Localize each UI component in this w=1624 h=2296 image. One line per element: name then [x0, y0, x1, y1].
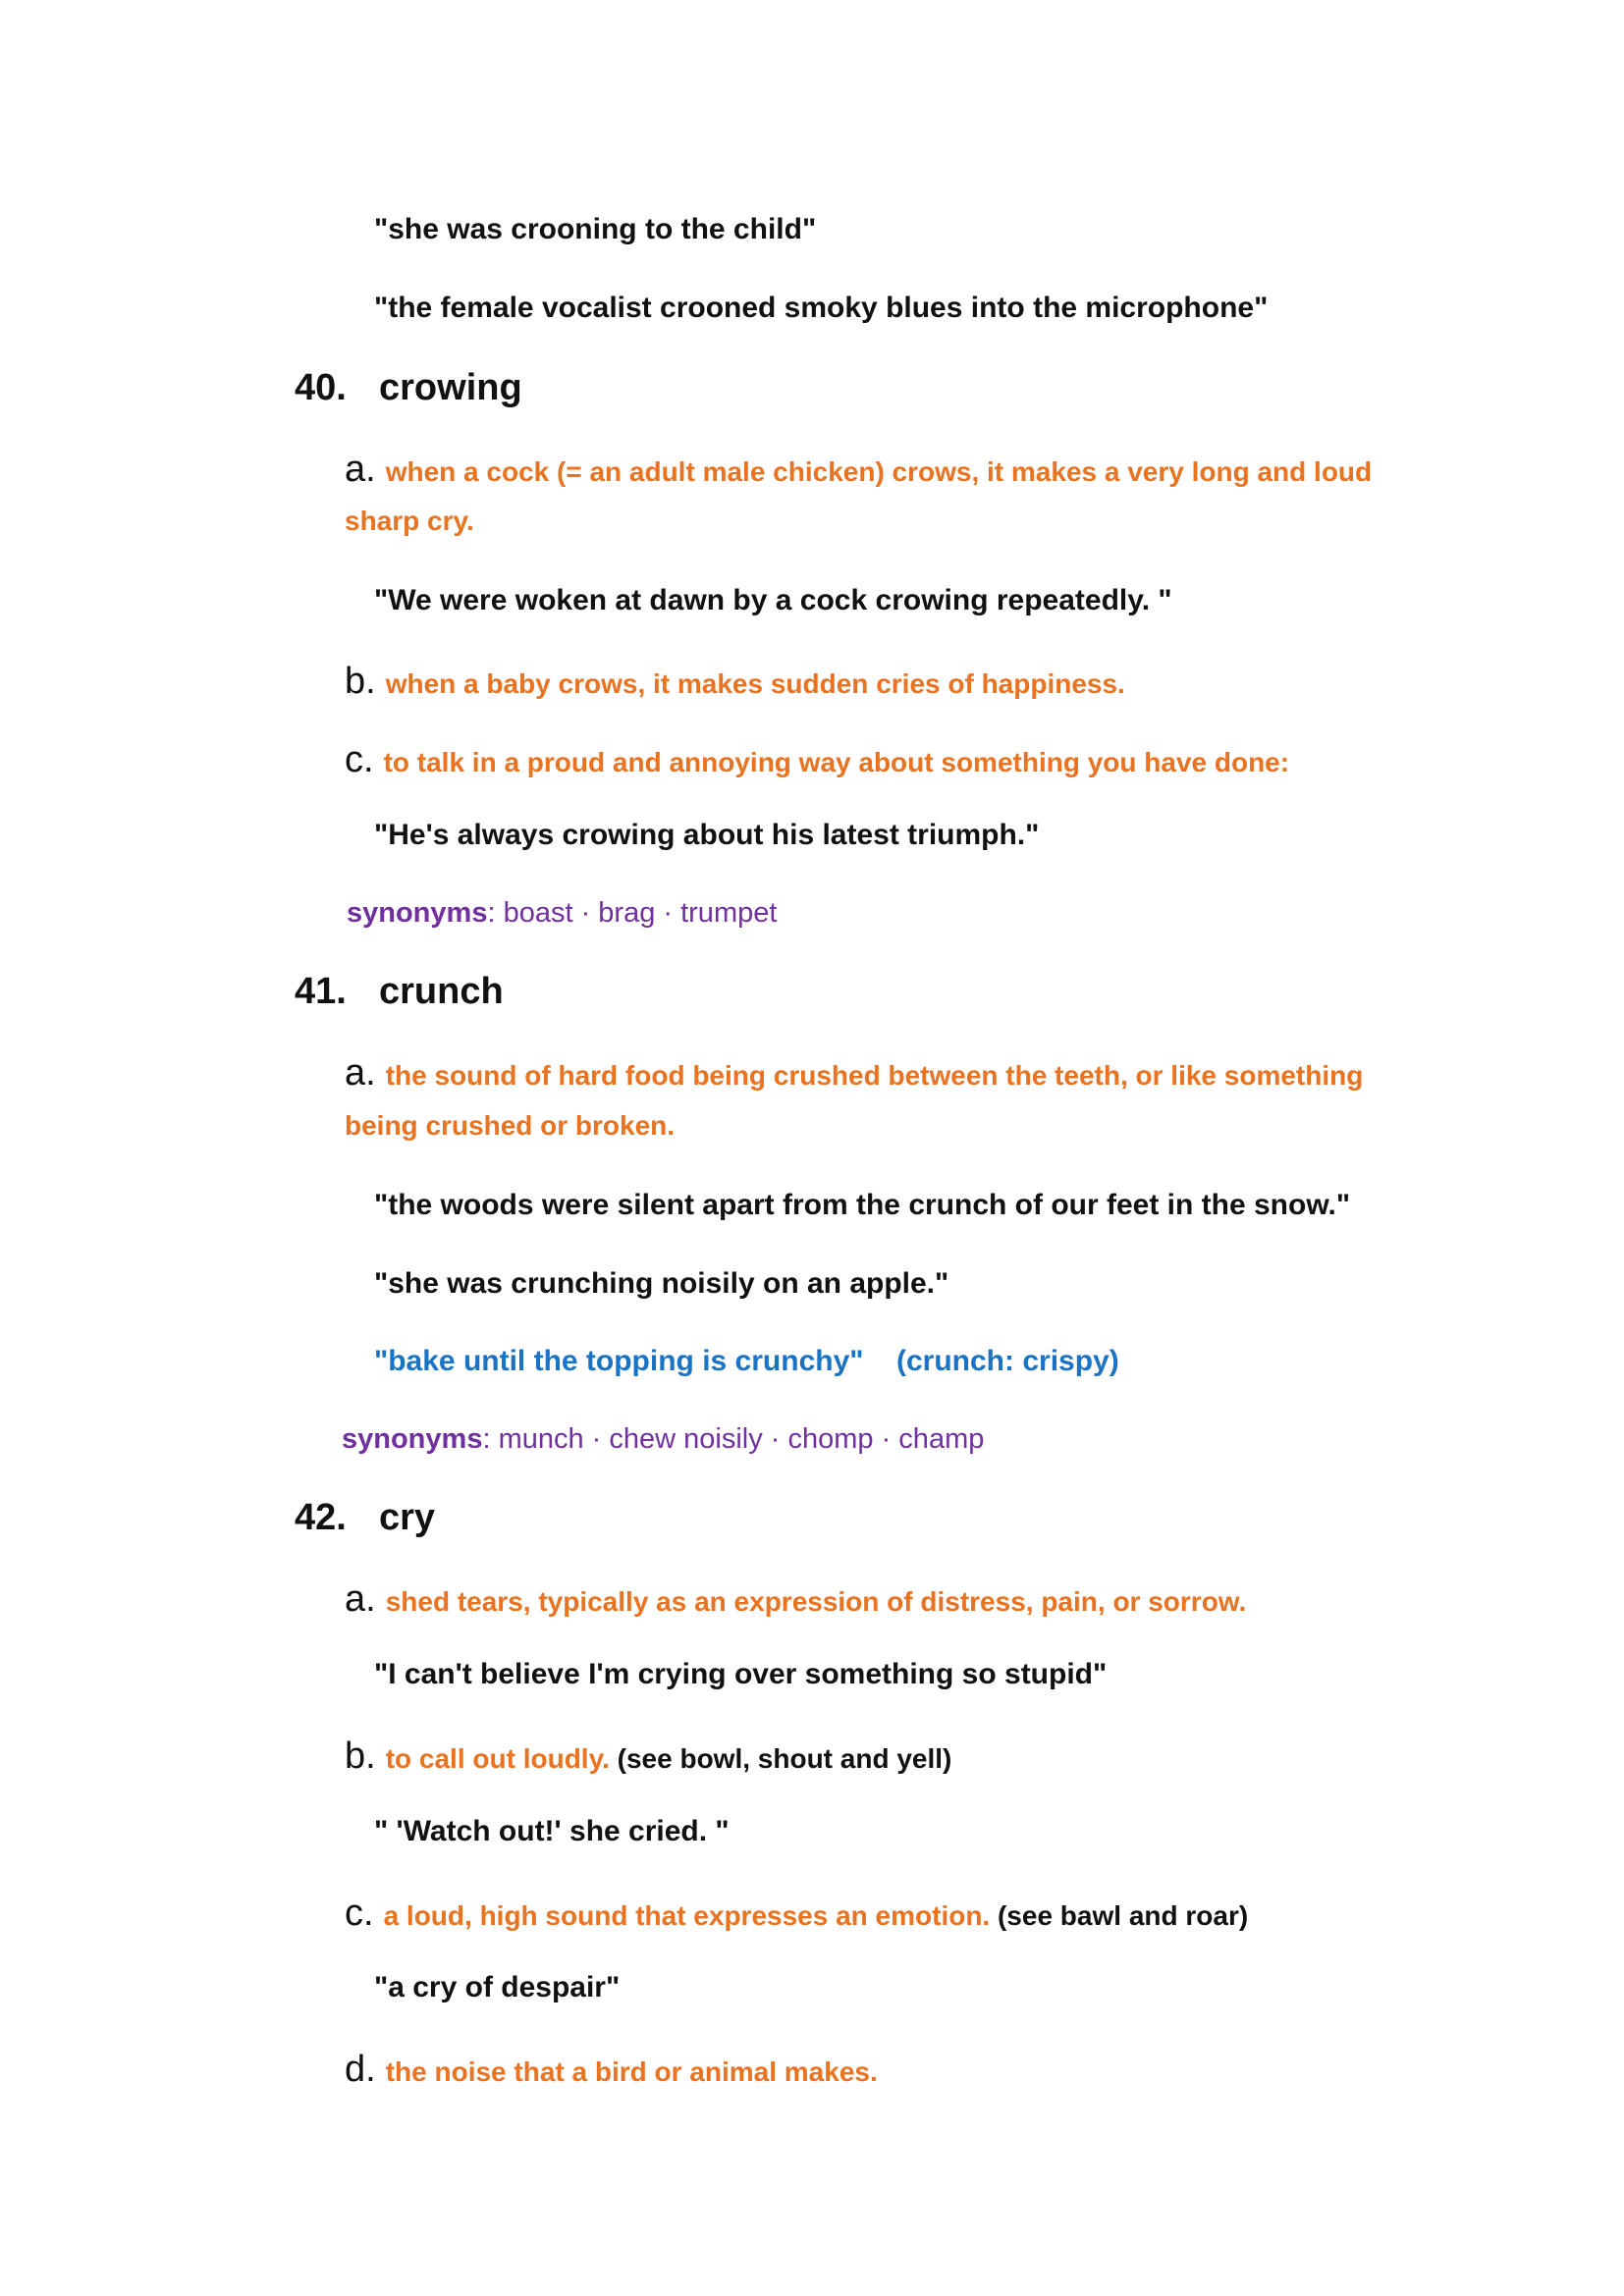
- synonyms-crowing: [347, 899, 777, 928]
- sense-letter: a.: [345, 1578, 376, 1620]
- example-crunch-2: "she was crunching noisily on an apple.": [374, 1267, 949, 1300]
- synonyms-list: : munch · chew noisily · chomp · champ: [482, 1423, 985, 1455]
- definition-text: to call out loudly.: [385, 1743, 610, 1774]
- definition-text: a loud, high sound that expresses an emotion.: [383, 1900, 991, 1931]
- sense-cry-d: [345, 2051, 878, 2088]
- sense-crowing-a: [345, 451, 1372, 488]
- definition-text: the noise that a bird or animal makes.: [385, 2056, 878, 2087]
- sense-cry-b: [345, 1737, 951, 1775]
- synonyms-list: : boast · brag · trumpet: [487, 897, 778, 929]
- entry-number: 40.: [295, 367, 347, 408]
- example-cry-b: " 'Watch out!' she cried. ": [374, 1815, 730, 1847]
- sense-letter: a.: [345, 449, 376, 490]
- sense-letter: a.: [345, 1052, 376, 1094]
- definition-continuation: being crushed or broken.: [345, 1110, 676, 1141]
- sense-crowing-b: [345, 663, 1125, 700]
- sense-cry-c: [345, 1895, 1248, 1932]
- sense-crowing-c: [345, 741, 1289, 778]
- definition-text: when a baby crows, it makes sudden cries of happiness.: [385, 668, 1125, 699]
- sense-cry-a: [345, 1580, 1246, 1618]
- entry-number: 41.: [295, 971, 347, 1012]
- sense-letter: c.: [345, 739, 374, 780]
- definition-text: when a cock (= an adult male chicken) crows, it makes a very long and loud: [385, 456, 1373, 487]
- example-croon-2: "the female vocalist crooned smoky blues into the microphone": [374, 292, 1269, 324]
- entry-word: crunch: [379, 971, 504, 1012]
- synonyms-crunch: [342, 1425, 984, 1454]
- synonyms-label: synonyms: [342, 1423, 483, 1455]
- definition-continuation: sharp cry.: [345, 506, 474, 536]
- entry-word: crowing: [379, 367, 522, 408]
- example-cry-a: "I can't believe I'm crying over something so stupid": [374, 1658, 1108, 1690]
- example-crunch-highlight: "bake until the topping is crunchy": [374, 1345, 864, 1377]
- definition-text: to talk in a proud and annoying way about something you have done:: [383, 747, 1290, 777]
- example-crowing-a: "We were woken at dawn by a cock crowing repeatedly. ": [374, 584, 1172, 616]
- example-croon-1: "she was crooning to the child": [374, 213, 817, 245]
- entry-word: cry: [379, 1497, 436, 1538]
- definition-text: the sound of hard food being crushed between the teeth, or like something: [385, 1060, 1364, 1091]
- sense-crunch-a: [345, 1054, 1363, 1092]
- crunch-note: (crunch: crispy): [896, 1345, 1119, 1377]
- example-cry-c: "a cry of despair": [374, 1971, 621, 2003]
- see-also-note: (see bawl and roar): [997, 1900, 1249, 1931]
- definition-text: shed tears, typically as an expression of distress, pain, or sorrow.: [385, 1586, 1247, 1617]
- see-also-note: (see bowl, shout and yell): [617, 1743, 952, 1774]
- example-crunch-1: "the woods were silent apart from the crunch of our feet in the snow.": [374, 1189, 1351, 1221]
- entry-number: 42.: [295, 1497, 347, 1538]
- sense-letter: b.: [345, 1735, 376, 1777]
- example-crowing-c: "He's always crowing about his latest triumph.": [374, 819, 1040, 851]
- synonyms-label: synonyms: [347, 897, 488, 929]
- sense-letter: c.: [345, 1893, 374, 1934]
- sense-letter: b.: [345, 661, 376, 702]
- sense-letter: d.: [345, 2049, 376, 2090]
